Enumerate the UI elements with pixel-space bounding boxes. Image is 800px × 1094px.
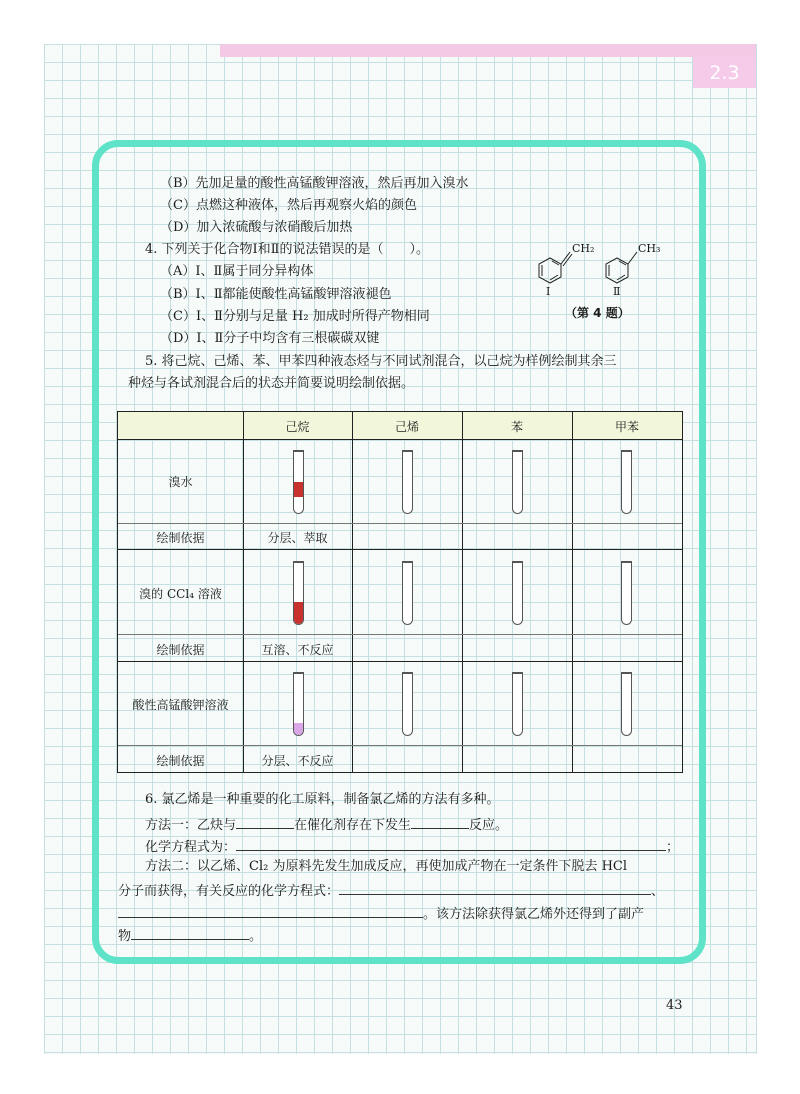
structure-1-label: Ⅰ [546, 285, 551, 298]
structure-1-group: CH₂ [572, 242, 595, 255]
test-tube-empty [402, 450, 413, 514]
section-tab: 2.3 [693, 57, 756, 88]
q5-stem-line2: 种烃与各试剂混合后的状态并简要说明绘制依据。 [128, 376, 415, 391]
table-hline [118, 549, 682, 550]
q4-option-c: （C）Ⅰ、Ⅱ分别与足量 H₂ 加成时所得产物相同 [160, 309, 430, 324]
row-reagent-bromine-water: 溴水 [168, 475, 193, 489]
row-basis-label: 绘制依据 [156, 754, 205, 768]
q6-equation-end: ； [666, 840, 680, 855]
q3-option-d: （D）加入浓硫酸与浓硝酸后加热 [160, 220, 353, 235]
header-band [220, 44, 756, 57]
tube-top-layer [294, 482, 303, 497]
q6-method-one-text-a: 方法一：乙炔与 [145, 818, 237, 833]
hexane-basis-bromine-ccl4: 互溶、不反应 [261, 643, 334, 657]
q6-stem: 6. 氯乙烯是一种重要的化工原料，制备氯乙烯的方法有多种。 [145, 792, 500, 807]
page-number: 43 [666, 998, 683, 1013]
test-tube-empty [621, 450, 632, 514]
table-vline [243, 412, 244, 772]
q4-stem: 4. 下列关于化合物Ⅰ和Ⅱ的说法错误的是（ ）。 [145, 242, 430, 257]
answer-blank[interactable] [411, 814, 469, 829]
q3-option-c: （C）点燃这种液体，然后再观察火焰的颜色 [160, 198, 417, 213]
q4-figure-caption: （第 4 题） [565, 306, 630, 320]
q4-option-a: （A）Ⅰ、Ⅱ属于同分异构体 [160, 264, 314, 279]
q6-byproduct-end: 。 [249, 929, 263, 944]
q6-byproduct-end-line [118, 925, 262, 946]
table-hline [118, 745, 682, 746]
answer-blank[interactable] [339, 880, 651, 895]
column-header-hexene: 己烯 [394, 420, 419, 434]
q4-option-b: （B）Ⅰ、Ⅱ都能使酸性高锰酸钾溶液褪色 [160, 287, 392, 302]
q6-method-two-end: 、 [651, 884, 665, 899]
hydrocarbon-reagent-table [117, 411, 683, 773]
test-tube-empty [402, 561, 413, 625]
answer-blank[interactable] [118, 903, 423, 918]
q6-method-one-text-b: 在催化剂存在下发生 [294, 818, 412, 833]
table-hline [118, 661, 682, 662]
test-tube-empty [512, 450, 523, 514]
test-tube-hexane-bromine-ccl4 [293, 561, 304, 625]
table-vline [352, 412, 353, 772]
hexane-basis-bromine-water: 分层、萃取 [267, 531, 328, 545]
row-basis-label: 绘制依据 [156, 643, 205, 657]
structure-2-ring [606, 252, 637, 283]
q6-byproduct-text: 。该方法除获得氯乙烯外还得到了副产 [423, 907, 645, 922]
table-hline [118, 634, 682, 635]
structure-2-group: CH₃ [638, 242, 661, 255]
column-header-hexane: 己烷 [285, 420, 310, 434]
row-reagent-bromine-ccl4: 溴的 CCl₄ 溶液 [139, 587, 222, 601]
test-tube-empty [402, 672, 413, 736]
table-vline [462, 412, 463, 772]
row-basis-label: 绘制依据 [156, 531, 205, 545]
structure-1-ring [539, 252, 572, 283]
answer-blank[interactable] [236, 814, 294, 829]
test-tube-empty [621, 672, 632, 736]
q4-option-d: （D）Ⅰ、Ⅱ分子中均含有三根碳碳双键 [160, 331, 380, 346]
q6-method-two-text: 分子而获得，有关反应的化学方程式： [118, 884, 340, 899]
test-tube-empty [621, 561, 632, 625]
table-vline [572, 412, 573, 772]
answer-blank[interactable] [131, 925, 249, 940]
q5-stem-line1: 5. 将己烷、己烯、苯、甲苯四种液态烃与不同试剂混合，以己烷为样例绘制其余三 [145, 354, 617, 369]
q6-method-two: 方法二：以乙烯、Cl₂ 为原料先发生加成反应，再使加成产物在一定条件下脱去 HCl [145, 859, 628, 874]
table-hline [118, 523, 682, 524]
hexane-basis-permanganate: 分层、不反应 [261, 754, 334, 768]
q6-equation-line [145, 836, 679, 857]
q6-byproduct-label: 物 [118, 929, 132, 944]
q6-byproduct-line [118, 903, 644, 924]
test-tube-hexane-bromine-water [293, 450, 304, 514]
structure-2-label: Ⅱ [613, 285, 621, 298]
column-header-toluene: 甲苯 [614, 420, 639, 434]
test-tube-empty [512, 672, 523, 736]
test-tube-hexane-permanganate [293, 672, 304, 736]
q3-option-b: （B）先加足量的酸性高锰酸钾溶液，然后再加入溴水 [160, 176, 469, 191]
q6-method-one [145, 814, 508, 835]
q6-method-one-text-c: 反应。 [469, 818, 509, 833]
q6-method-two-cont [118, 880, 664, 901]
tube-mixed-layer [294, 602, 303, 624]
column-header-benzene: 苯 [510, 420, 523, 434]
row-reagent-acidic-permanganate: 酸性高锰酸钾溶液 [132, 698, 229, 712]
q6-equation-label: 化学方程式为： [145, 840, 237, 855]
answer-blank[interactable] [236, 836, 666, 851]
test-tube-empty [512, 561, 523, 625]
tube-bottom-layer [294, 723, 303, 735]
